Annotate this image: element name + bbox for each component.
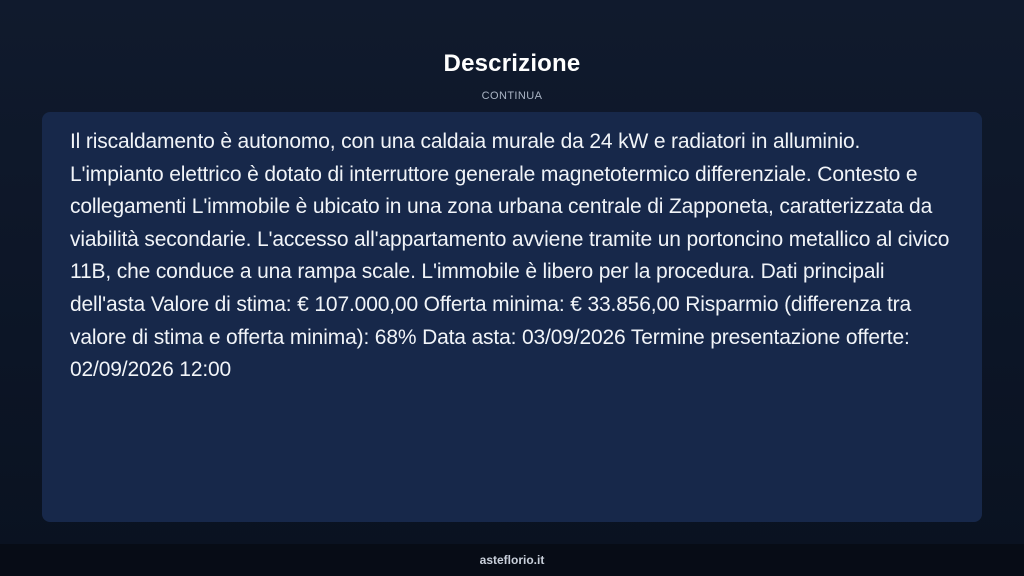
page-subtitle: CONTINUA: [481, 90, 543, 102]
footer-bar: [0, 544, 1024, 576]
page-title: Descrizione: [443, 50, 581, 77]
footer-site-name: asteflorio.it: [479, 553, 545, 567]
description-card: [42, 112, 982, 522]
description-text: Il riscaldamento è autonomo, con una caldaia murale da 24 kW e radiatori in alluminio. L'impianto elettrico è dotato di interruttore generale magnetotermico differenziale. Contesto e collegamenti L'immobile è ubicato in una zona urbana centrale di Zapponeta, caratterizzata da viabilità secondarie. L'accesso all'appartamento avviene tramite un portoncino metallico al civico 11B, che conduce a una rampa scale. L'immobile è libero per la procedura. Dati principali dell'asta Valore di stima: € 107.000,00 Offerta minima: € 33.856,00 Risparmio (differenza tra valore di stima e offerta minima): 68% Data asta: 03/09/2026 Termine presentazione offerte: 02/09/2026 12:00: [70, 130, 950, 382]
